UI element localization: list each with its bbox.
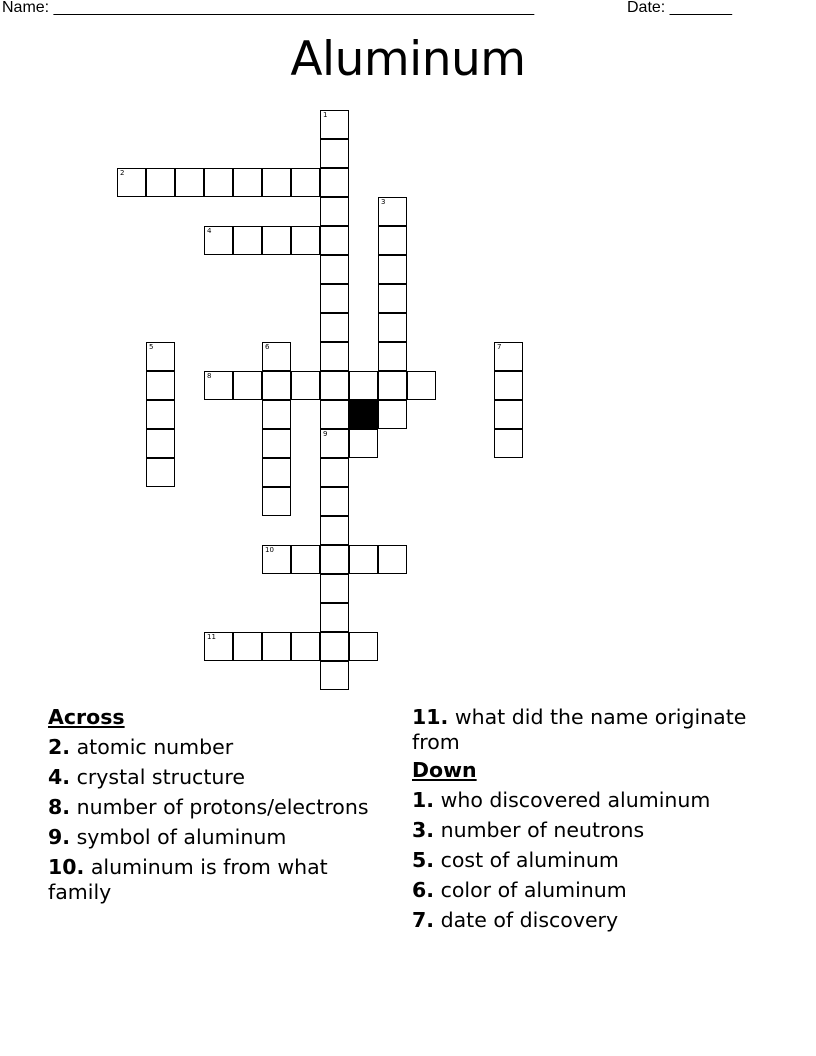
clue-text: color of aluminum (440, 878, 627, 902)
grid-cell[interactable] (320, 139, 349, 168)
grid-cell[interactable] (349, 429, 378, 458)
grid-cell[interactable] (320, 255, 349, 284)
clue-text: date of discovery (440, 908, 619, 932)
clue-number-label: 1 (323, 111, 328, 119)
grid-cell[interactable] (320, 197, 349, 226)
grid-cell[interactable] (320, 516, 349, 545)
clue-number-label: 5 (149, 343, 154, 351)
grid-cell[interactable] (320, 545, 349, 574)
grid-cell[interactable] (291, 545, 320, 574)
clue-number: 1. (412, 788, 435, 812)
clue-number: 2. (48, 735, 71, 759)
grid-cell[interactable] (320, 168, 349, 197)
clue-text: crystal structure (76, 765, 245, 789)
clues-right-column (412, 702, 757, 933)
grid-cell[interactable] (262, 458, 291, 487)
page-title: Aluminum (290, 32, 526, 87)
clue-text: symbol of aluminum (76, 825, 287, 849)
clue-number-label: 11 (207, 633, 216, 641)
grid-cell[interactable] (378, 400, 407, 429)
grid-cell[interactable] (204, 168, 233, 197)
grid-cell[interactable] (262, 429, 291, 458)
grid-cell[interactable] (349, 632, 378, 661)
clue-text: cost of aluminum (440, 848, 619, 872)
grid-cell[interactable] (291, 371, 320, 400)
grid-cell[interactable] (291, 168, 320, 197)
down-heading: Down (412, 758, 477, 782)
grid-cell[interactable] (320, 313, 349, 342)
grid-cell[interactable] (320, 458, 349, 487)
grid-cell[interactable] (117, 168, 146, 197)
grid-cell[interactable] (494, 429, 523, 458)
clue-number: 3. (412, 818, 435, 842)
grid-cell[interactable] (146, 371, 175, 400)
date-blank: _______ (669, 0, 732, 16)
grid-cell[interactable] (349, 545, 378, 574)
grid-cell[interactable] (378, 342, 407, 371)
clue-number: 7. (412, 908, 435, 932)
clue-across-11 (412, 705, 757, 755)
grid-cell[interactable] (175, 168, 204, 197)
grid-cell[interactable] (378, 226, 407, 255)
clue-number-label: 4 (207, 227, 212, 235)
grid-cell[interactable] (204, 632, 233, 661)
clue-text: what did the name originate from (412, 705, 747, 754)
clue-down-5 (412, 848, 757, 873)
grid-cell[interactable] (407, 371, 436, 400)
grid-cell[interactable] (320, 371, 349, 400)
clue-number: 6. (412, 878, 435, 902)
grid-cell[interactable] (378, 197, 407, 226)
grid-block-cell (349, 400, 378, 429)
grid-cell[interactable] (146, 400, 175, 429)
clue-number: 8. (48, 795, 71, 819)
clue-across-4 (48, 765, 378, 790)
across-heading: Across (48, 705, 125, 729)
grid-cell[interactable] (233, 226, 262, 255)
grid-cell[interactable] (262, 632, 291, 661)
grid-cell[interactable] (262, 168, 291, 197)
grid-cell[interactable] (146, 342, 175, 371)
clue-number-label: 9 (323, 430, 328, 438)
clue-across-9 (48, 825, 378, 850)
clue-text: aluminum is from what family (48, 855, 328, 904)
clue-number-label: 8 (207, 372, 212, 380)
grid-cell[interactable] (233, 168, 262, 197)
clue-number-label: 7 (497, 343, 502, 351)
clue-number: 9. (48, 825, 71, 849)
clue-across-10 (48, 855, 378, 905)
grid-cell[interactable] (320, 574, 349, 603)
grid-cell[interactable] (320, 110, 349, 139)
grid-cell[interactable] (320, 342, 349, 371)
grid-cell[interactable] (233, 632, 262, 661)
grid-cell[interactable] (262, 487, 291, 516)
clue-across-2 (48, 735, 378, 760)
clues-left-column (48, 702, 378, 905)
grid-cell[interactable] (262, 371, 291, 400)
clue-number-label: 6 (265, 343, 270, 351)
clue-down-7 (412, 908, 757, 933)
clue-number-label: 3 (381, 198, 386, 206)
clue-number-label: 10 (265, 546, 274, 554)
grid-cell[interactable] (320, 400, 349, 429)
grid-cell[interactable] (262, 545, 291, 574)
grid-cell[interactable] (291, 226, 320, 255)
grid-cell[interactable] (494, 400, 523, 429)
grid-cell[interactable] (146, 458, 175, 487)
grid-cell[interactable] (233, 371, 262, 400)
grid-cell[interactable] (291, 632, 320, 661)
grid-cell[interactable] (349, 371, 378, 400)
grid-cell[interactable] (320, 429, 349, 458)
grid-cell[interactable] (320, 226, 349, 255)
clue-number-label: 2 (120, 169, 125, 177)
date-label: Date: (627, 0, 666, 16)
clue-text: number of neutrons (440, 818, 645, 842)
grid-cell[interactable] (262, 400, 291, 429)
grid-cell[interactable] (262, 342, 291, 371)
grid-cell[interactable] (494, 371, 523, 400)
name-blank: ______________________________________________________ (53, 0, 535, 16)
clue-across-8 (48, 795, 378, 820)
grid-cell[interactable] (262, 226, 291, 255)
grid-cell[interactable] (146, 429, 175, 458)
grid-cell[interactable] (378, 284, 407, 313)
grid-cell[interactable] (204, 371, 233, 400)
grid-cell[interactable] (494, 342, 523, 371)
grid-cell[interactable] (378, 255, 407, 284)
grid-cell[interactable] (320, 487, 349, 516)
grid-cell[interactable] (204, 226, 233, 255)
clue-text: number of protons/electrons (76, 795, 369, 819)
grid-cell[interactable] (320, 661, 349, 690)
grid-cell[interactable] (378, 545, 407, 574)
clue-down-1 (412, 788, 757, 813)
grid-cell[interactable] (320, 603, 349, 632)
clue-number: 11. (412, 705, 449, 729)
clue-number: 5. (412, 848, 435, 872)
clue-number: 4. (48, 765, 71, 789)
clue-down-3 (412, 818, 757, 843)
clue-text: who discovered aluminum (440, 788, 711, 812)
grid-cell[interactable] (320, 632, 349, 661)
clue-text: atomic number (76, 735, 234, 759)
clue-down-6 (412, 878, 757, 903)
clue-number: 10. (48, 855, 85, 879)
name-label: Name: (2, 0, 50, 16)
grid-cell[interactable] (320, 284, 349, 313)
grid-cell[interactable] (146, 168, 175, 197)
grid-cell[interactable] (378, 313, 407, 342)
grid-cell[interactable] (378, 371, 407, 400)
